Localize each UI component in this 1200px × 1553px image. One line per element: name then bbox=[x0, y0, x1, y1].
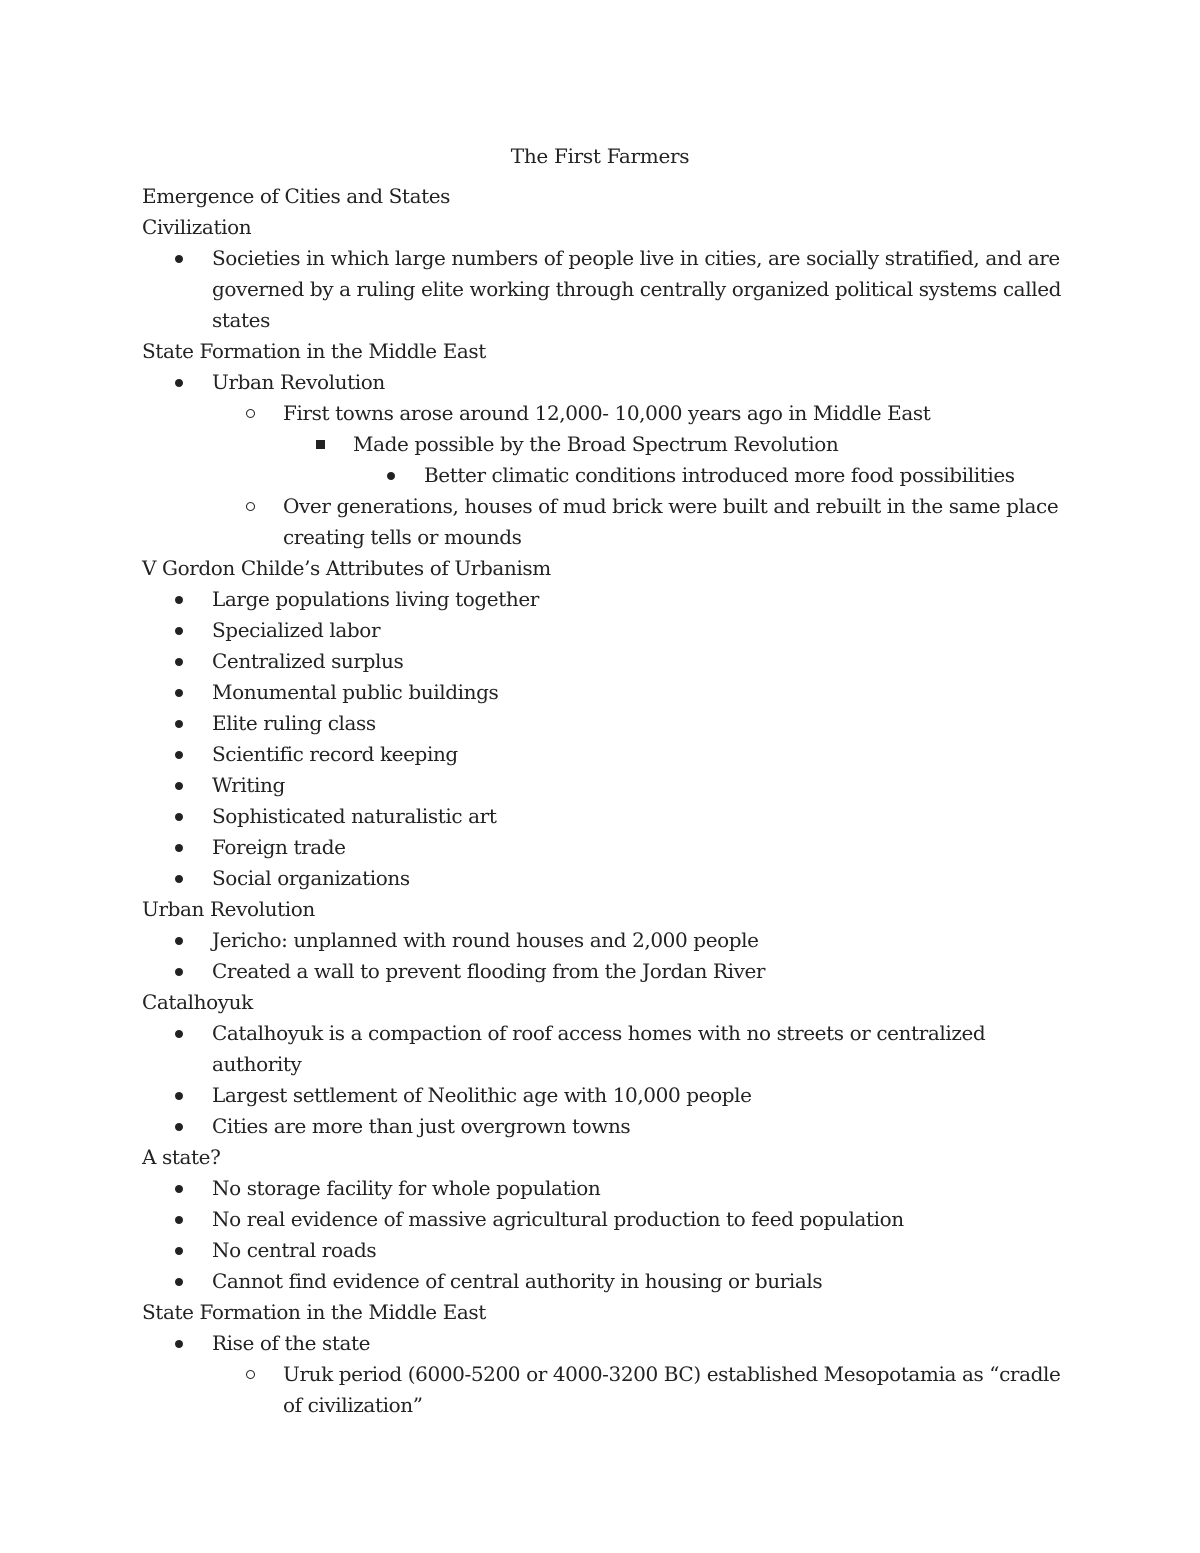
bullet-dot-icon bbox=[175, 801, 183, 832]
list-item bbox=[283, 398, 1062, 429]
line-text: Scientific record keeping bbox=[212, 742, 458, 766]
list-item bbox=[212, 770, 1062, 801]
list-item bbox=[212, 1111, 1062, 1142]
bullet-dot-icon bbox=[175, 367, 183, 398]
bullet-square-icon bbox=[316, 429, 325, 460]
bullet-dot-icon bbox=[175, 925, 183, 956]
bullet-dot-icon bbox=[175, 1204, 183, 1235]
line-text: Catalhoyuk is a compaction of roof access homes with no streets or centralized authority bbox=[212, 1021, 986, 1076]
bullet-circle-icon bbox=[246, 1359, 255, 1390]
line-text: Elite ruling class bbox=[212, 711, 376, 735]
line-text: No real evidence of massive agricultural production to feed population bbox=[212, 1207, 904, 1231]
bullet-dot-icon bbox=[175, 243, 183, 274]
bullet-dot-icon bbox=[175, 1080, 183, 1111]
section-heading bbox=[142, 1142, 1062, 1173]
list-item bbox=[212, 646, 1062, 677]
line-text: V Gordon Childe’s Attributes of Urbanism bbox=[142, 556, 551, 580]
line-text: Monumental public buildings bbox=[212, 680, 499, 704]
bullet-dot-icon bbox=[175, 739, 183, 770]
document-title: The First Farmers bbox=[510, 144, 690, 168]
line-text: Catalhoyuk bbox=[142, 990, 253, 1014]
list-item bbox=[283, 491, 1062, 553]
line-text: Jericho: unplanned with round houses and 2,000 people bbox=[212, 928, 759, 952]
line-text: Cities are more than just overgrown towns bbox=[212, 1114, 631, 1138]
list-item bbox=[212, 1328, 1062, 1359]
bullet-dot-icon bbox=[175, 1235, 183, 1266]
line-text: Centralized surplus bbox=[212, 649, 404, 673]
bullet-dot-icon bbox=[175, 1266, 183, 1297]
section-heading bbox=[142, 212, 1062, 243]
line-text: State Formation in the Middle East bbox=[142, 1300, 486, 1324]
line-text: Societies in which large numbers of people live in cities, are socially stratified, and are governed by a ruling elite working through centrally organized political systems called states bbox=[212, 246, 1062, 332]
list-item bbox=[212, 708, 1062, 739]
line-text: Urban Revolution bbox=[142, 897, 315, 921]
list-item bbox=[212, 677, 1062, 708]
bullet-dot-icon bbox=[175, 956, 183, 987]
bullet-dot-icon bbox=[175, 770, 183, 801]
line-text: Made possible by the Broad Spectrum Revolution bbox=[353, 432, 839, 456]
line-text: Urban Revolution bbox=[212, 370, 385, 394]
line-text: Civilization bbox=[142, 215, 252, 239]
list-item bbox=[212, 739, 1062, 770]
bullet-dot-icon bbox=[387, 460, 395, 491]
bullet-dot-icon bbox=[175, 832, 183, 863]
bullet-dot-icon bbox=[175, 1328, 183, 1359]
list-item bbox=[212, 243, 1062, 336]
bullet-dot-icon bbox=[175, 677, 183, 708]
list-item bbox=[212, 956, 1062, 987]
list-item bbox=[212, 863, 1062, 894]
list-item bbox=[283, 1359, 1062, 1421]
line-text: Better climatic conditions introduced more food possibilities bbox=[424, 463, 1015, 487]
document-body bbox=[142, 181, 1062, 1421]
bullet-dot-icon bbox=[175, 1173, 183, 1204]
line-text: Created a wall to prevent flooding from the Jordan River bbox=[212, 959, 766, 983]
section-heading bbox=[142, 336, 1062, 367]
list-item bbox=[212, 584, 1062, 615]
list-item bbox=[212, 1080, 1062, 1111]
list-item bbox=[212, 1235, 1062, 1266]
line-text: No central roads bbox=[212, 1238, 377, 1262]
line-text: First towns arose around 12,000- 10,000 years ago in Middle East bbox=[283, 401, 931, 425]
line-text: Over generations, houses of mud brick were built and rebuilt in the same place creating tells or mounds bbox=[283, 494, 1059, 549]
line-text: Specialized labor bbox=[212, 618, 381, 642]
bullet-circle-icon bbox=[246, 398, 255, 429]
bullet-dot-icon bbox=[175, 708, 183, 739]
bullet-dot-icon bbox=[175, 615, 183, 646]
list-item bbox=[212, 1266, 1062, 1297]
line-text: Social organizations bbox=[212, 866, 410, 890]
line-text: Emergence of Cities and States bbox=[142, 184, 451, 208]
section-heading bbox=[142, 181, 1062, 212]
section-heading bbox=[142, 987, 1062, 1018]
list-item bbox=[212, 832, 1062, 863]
line-text: Sophisticated naturalistic art bbox=[212, 804, 497, 828]
bullet-circle-icon bbox=[246, 491, 255, 522]
line-text: A state? bbox=[142, 1145, 221, 1169]
line-text: Foreign trade bbox=[212, 835, 346, 859]
line-text: Large populations living together bbox=[212, 587, 539, 611]
list-item bbox=[212, 925, 1062, 956]
line-text: Writing bbox=[212, 773, 285, 797]
list-item bbox=[424, 460, 1062, 491]
line-text: Uruk period (6000-5200 or 4000-3200 BC) established Mesopotamia as “cradle of civilization” bbox=[283, 1362, 1061, 1417]
bullet-dot-icon bbox=[175, 863, 183, 894]
line-text: Cannot find evidence of central authority in housing or burials bbox=[212, 1269, 823, 1293]
list-item bbox=[212, 801, 1062, 832]
line-text: State Formation in the Middle East bbox=[142, 339, 486, 363]
line-text: No storage facility for whole population bbox=[212, 1176, 601, 1200]
list-item bbox=[212, 1018, 1062, 1080]
bullet-dot-icon bbox=[175, 1018, 183, 1049]
line-text: Largest settlement of Neolithic age with 10,000 people bbox=[212, 1083, 752, 1107]
bullet-dot-icon bbox=[175, 646, 183, 677]
list-item bbox=[212, 1204, 1062, 1235]
bullet-dot-icon bbox=[175, 584, 183, 615]
line-text: Rise of the state bbox=[212, 1331, 371, 1355]
list-item bbox=[212, 615, 1062, 646]
list-item bbox=[353, 429, 1062, 460]
list-item bbox=[212, 1173, 1062, 1204]
section-heading bbox=[142, 553, 1062, 584]
section-heading bbox=[142, 1297, 1062, 1328]
bullet-dot-icon bbox=[175, 1111, 183, 1142]
section-heading bbox=[142, 894, 1062, 925]
list-item bbox=[212, 367, 1062, 398]
